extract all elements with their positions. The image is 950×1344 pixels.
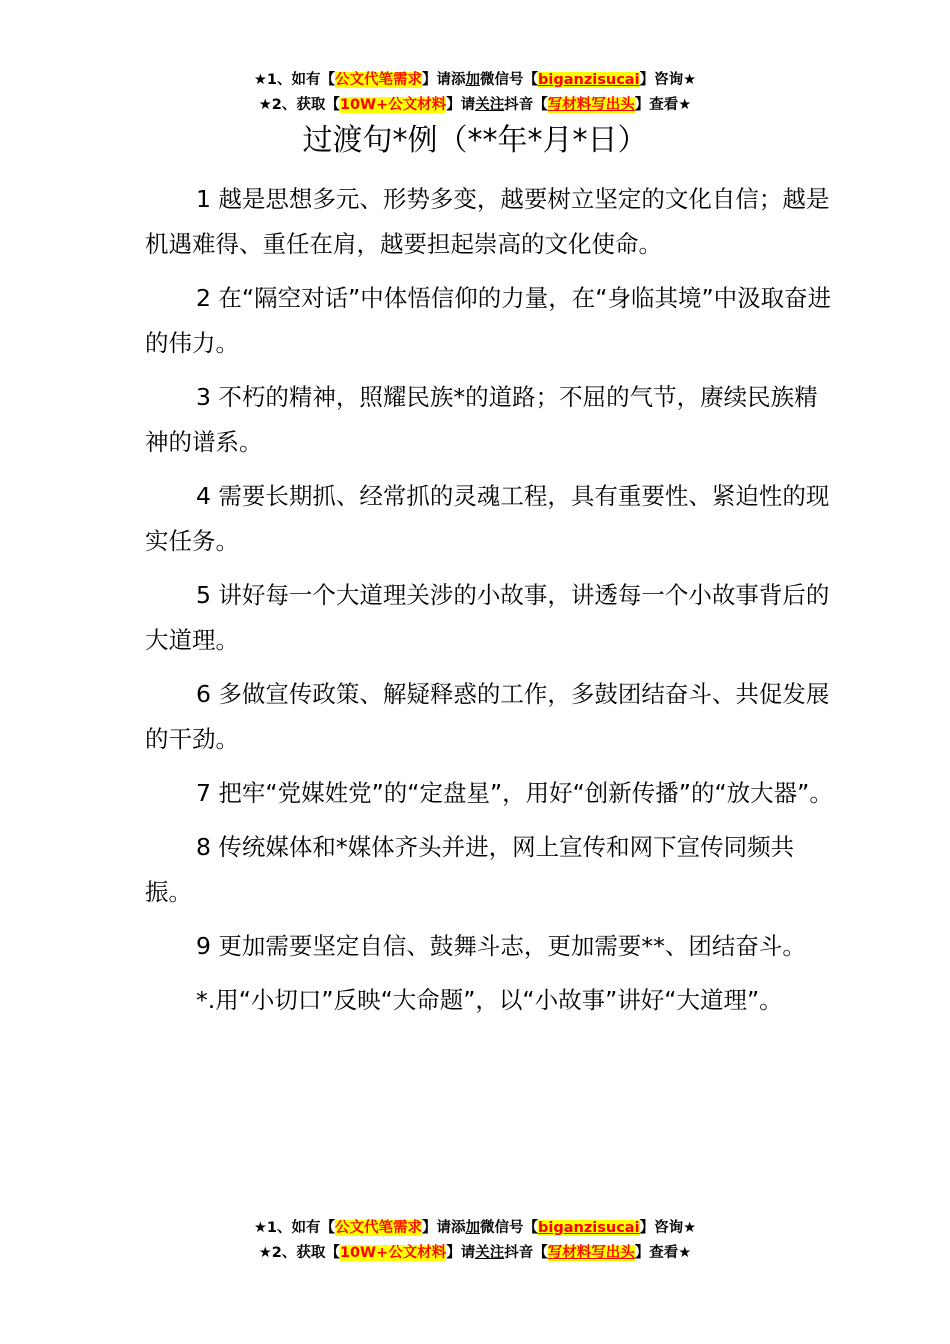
banner-text: 】查看★ xyxy=(634,1245,692,1261)
banner-line-1 xyxy=(0,68,950,93)
banner-text: 】请添 xyxy=(422,1220,466,1236)
banner-line-1 xyxy=(0,1216,950,1241)
paragraph: 1 越是思想多元、形势多变，越要树立坚定的文化自信；越是机遇难得、重任在肩，越要担起崇高的文化使命。 xyxy=(145,185,830,258)
banner-douyin-id: 写材料写出头 xyxy=(547,1245,635,1261)
paragraph: 9 更加需要坚定自信、鼓舞斗志，更加需要**、团结奋斗。 xyxy=(196,932,806,960)
banner-text: ★2、获取【 xyxy=(258,1245,340,1261)
banner-text: 抖音【 xyxy=(504,1245,548,1261)
banner-underlined-text: 加 xyxy=(465,1220,481,1236)
banner-underlined-text: 关注 xyxy=(475,1245,505,1261)
banner-text: 】查看★ xyxy=(634,97,692,113)
paragraph: 8 传统媒体和*媒体齐头并进，网上宣传和网下宣传同频共振。 xyxy=(145,833,795,906)
banner-underlined-text: 关注 xyxy=(475,97,505,113)
banner-line-2 xyxy=(0,93,950,118)
banner-text: ★1、如有【 xyxy=(253,1220,336,1236)
banner-text: 】咨询★ xyxy=(639,72,697,88)
document-title: 过渡句*例（**年*月*日） xyxy=(302,123,648,158)
banner-text: 】请 xyxy=(446,97,476,113)
banner-text: 】请 xyxy=(446,1245,476,1261)
paragraph: 6 多做宣传政策、解疑释惑的工作，多鼓团结奋斗、共促发展的干劲。 xyxy=(145,680,830,753)
footer-banner xyxy=(0,1216,950,1266)
banner-douyin-id: 写材料写出头 xyxy=(547,97,635,113)
banner-highlight: 10W+公文材料 xyxy=(339,1245,447,1261)
paragraph: 5 讲好每一个大道理关涉的小故事，讲透每一个小故事背后的大道理。 xyxy=(145,581,830,654)
banner-wechat-id: biganzisucai xyxy=(538,1220,640,1236)
banner-highlight: 公文代笔需求 xyxy=(335,1220,423,1236)
paragraph: 3 不朽的精神，照耀民族*的道路；不屈的气节，赓续民族精神的谱系。 xyxy=(145,383,818,456)
banner-text: 微信号【 xyxy=(480,72,539,88)
paragraph: 2 在“隔空对话”中体悟信仰的力量，在“身临其境”中汲取奋进的伟力。 xyxy=(145,284,832,357)
banner-text: 抖音【 xyxy=(504,97,548,113)
banner-text: ★2、获取【 xyxy=(258,97,340,113)
banner-text: 微信号【 xyxy=(480,1220,539,1236)
paragraph: *.用“小切口”反映“大命题”，以“小故事”讲好“大道理”。 xyxy=(196,986,783,1014)
banner-text: 】咨询★ xyxy=(639,1220,697,1236)
banner-text: 】请添 xyxy=(422,72,466,88)
header-banner xyxy=(0,68,950,118)
banner-underlined-text: 加 xyxy=(465,72,481,88)
document-body xyxy=(145,177,833,1032)
banner-wechat-id: biganzisucai xyxy=(538,72,640,88)
banner-text: ★1、如有【 xyxy=(253,72,336,88)
paragraph: 4 需要长期抓、经常抓的灵魂工程，具有重要性、紧迫性的现实任务。 xyxy=(145,482,830,555)
banner-highlight: 公文代笔需求 xyxy=(335,72,423,88)
banner-line-2 xyxy=(0,1241,950,1266)
paragraph: 7 把牢“党媒姓党”的“定盘星”，用好“创新传播”的“放大器”。 xyxy=(196,779,833,807)
banner-highlight: 10W+公文材料 xyxy=(339,97,447,113)
